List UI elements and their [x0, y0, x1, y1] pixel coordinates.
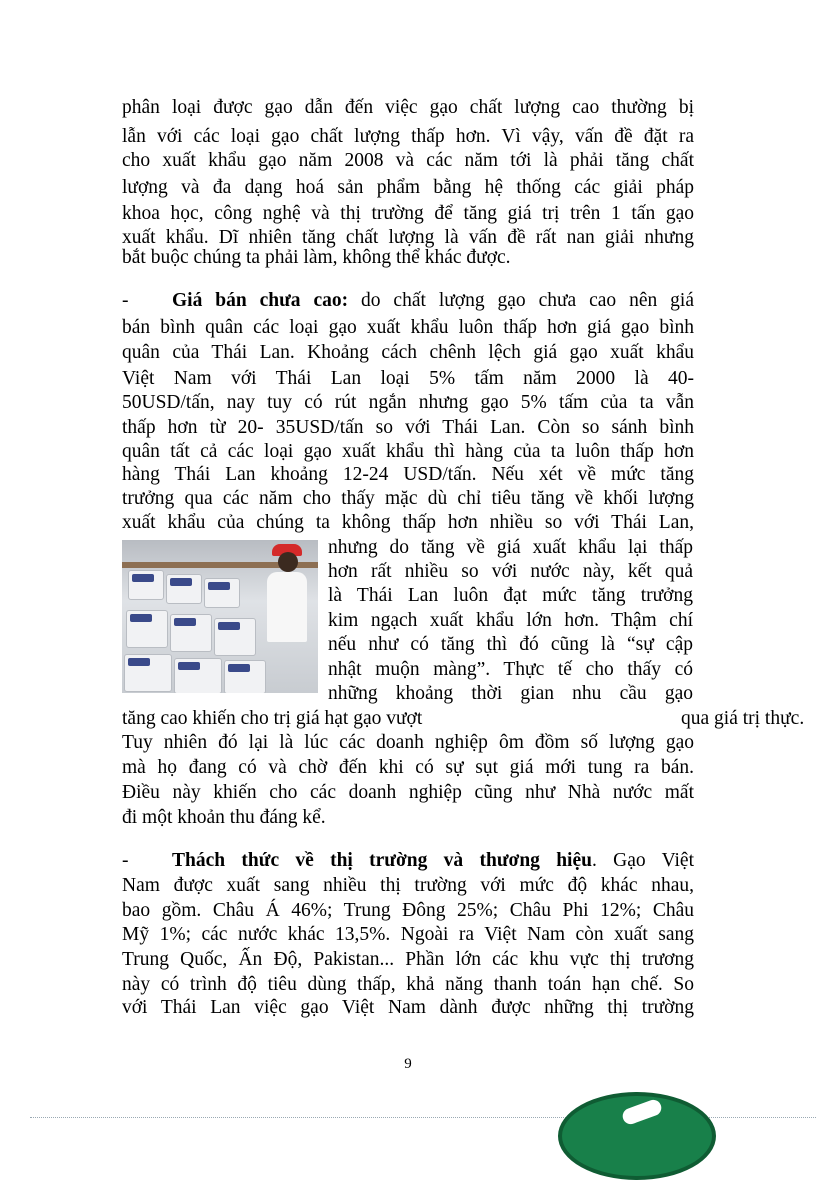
body-text-line: xuất khẩu. Dĩ nhiên tăng chất lượng là vấn đề rất nan giải nhưng [122, 227, 694, 248]
body-text-line: quân của Thái Lan. Khoảng cách chênh lệch giá gạo xuất khẩu [122, 342, 694, 363]
heading-continuation: . Gạo Việt [591, 850, 694, 871]
rice-shop-photo [122, 540, 318, 693]
body-text-line: 50USD/tấn, nay tuy có rút ngắn nhưng gạo 5% tấm của ta vẫn [122, 392, 694, 413]
section-heading-line [122, 286, 694, 315]
rice-bag [124, 654, 172, 692]
body-text-line: bao gồm. Châu Á 46%; Trung Đông 25%; Châu Phi 12%; Châu [122, 900, 694, 921]
body-text-line: Việt Nam với Thái Lan loại 5% tấm năm 2000 là 40- [122, 368, 694, 389]
rice-bag [204, 578, 240, 608]
body-text-line: Điều này khiến cho các doanh nghiệp cũng như Nhà nước mất [122, 782, 694, 803]
body-text-line: lẫn với các loại gạo chất lượng thấp hơn. Vì vậy, vấn đề đặt ra [122, 126, 694, 147]
body-text-line: mà họ đang có và chờ đến khi có sự sụt giá mới tung ra bán. [122, 757, 694, 778]
body-text-line: nhưng do tăng về giá xuất khẩu lại thấp [328, 537, 693, 558]
body-text-line: cho xuất khẩu gạo năm 2008 và các năm tới là phải tăng chất [122, 150, 694, 171]
body-text-line: kim ngạch xuất khẩu lớn hơn. Thậm chí [328, 610, 693, 631]
body-text-line: bán bình quân các loại gạo xuất khẩu luôn thấp hơn giá gạo bình [122, 317, 694, 338]
body-text-line: khoa học, công nghệ và thị trường để tăng giá trị trên 1 tấn gạo [122, 203, 694, 224]
body-text-line: Tuy nhiên đó lại là lúc các doanh nghiệp ôm đồm số lượng gạo [122, 732, 694, 753]
rice-bag [174, 658, 222, 693]
body-text-line: này có trình độ tiêu dùng thấp, khả năng thanh toán hạn chế. So [122, 974, 694, 995]
body-text-line: những khoảng thời gian nhu cầu gạo [328, 683, 693, 704]
rice-bag [224, 660, 266, 693]
body-text-line: lượng và đa dạng hoá sản phẩm bằng hệ thống các giải pháp [122, 177, 694, 198]
body-text-line: quân tất cả các loại gạo xuất khẩu thì hàng của ta luôn thấp hơn [122, 441, 694, 462]
body-text-line: hàng Thái Lan khoảng 12-24 USD/tấn. Nếu xét về mức tăng [122, 464, 694, 485]
section-heading: Giá bán chưa cao: [172, 290, 349, 311]
body-text-line: tăng cao khiến cho trị giá hạt gạo vượt [122, 708, 423, 729]
rice-bag [214, 618, 256, 656]
rice-bag [128, 570, 164, 600]
body-text-line: nếu như có tăng thì đó cũng là “sự cập [328, 634, 693, 655]
shopkeeper-head [278, 552, 298, 572]
bullet-dash: - [122, 290, 129, 311]
body-text-line: bắt buộc chúng ta phải làm, không thể khác được. [122, 247, 511, 268]
body-text-line: phân loại được gạo dẫn đến việc gạo chất lượng cao thường bị [122, 97, 694, 118]
body-text-line: Nam được xuất sang nhiều thị trường với mức độ khác nhau, [122, 875, 694, 896]
rice-bag [170, 614, 212, 652]
rice-bag [126, 610, 168, 648]
body-text-line: nhật muộn màng”. Thực tế cho thấy có [328, 659, 693, 680]
body-text-line: là Thái Lan luôn đạt mức tăng trưởng [328, 585, 693, 606]
logo-badge [558, 1092, 716, 1180]
body-text-line: Trung Quốc, Ấn Độ, Pakistan... Phần lớn các khu vực thị trương [122, 949, 694, 970]
body-text-overflow: qua giá trị thực. [681, 708, 805, 729]
bullet-dash: - [122, 850, 129, 871]
body-text-line: xuất khẩu của chúng ta không thấp hơn nhiều so với Thái Lan, [122, 512, 694, 533]
body-text-line: trưởng qua các năm cho thấy mặc dù chỉ tiêu tăng về khối lượng [122, 488, 694, 509]
body-text-line: đi một khoản thu đáng kể. [122, 807, 326, 828]
page-number: 9 [404, 1056, 412, 1072]
logo-mark-icon [620, 1098, 663, 1127]
heading-continuation: do chất lượng gạo chưa cao nên giá [348, 290, 694, 311]
body-text-line: thấp hơn từ 20- 35USD/tấn so với Thái Lan. Còn so sánh bình [122, 417, 694, 438]
rice-bag [166, 574, 202, 604]
body-text-line: với Thái Lan việc gạo Việt Nam dành được những thị trường [122, 997, 694, 1018]
shopkeeper-body [267, 572, 307, 642]
body-text-line: hơn rất nhiều so với nước này, kết quả [328, 561, 693, 582]
section-heading: Thách thức về thị trường và thương hiệu [172, 850, 592, 871]
body-text-line: Mỹ 1%; các nước khác 13,5%. Ngoài ra Việt Nam còn xuất sang [122, 924, 694, 945]
